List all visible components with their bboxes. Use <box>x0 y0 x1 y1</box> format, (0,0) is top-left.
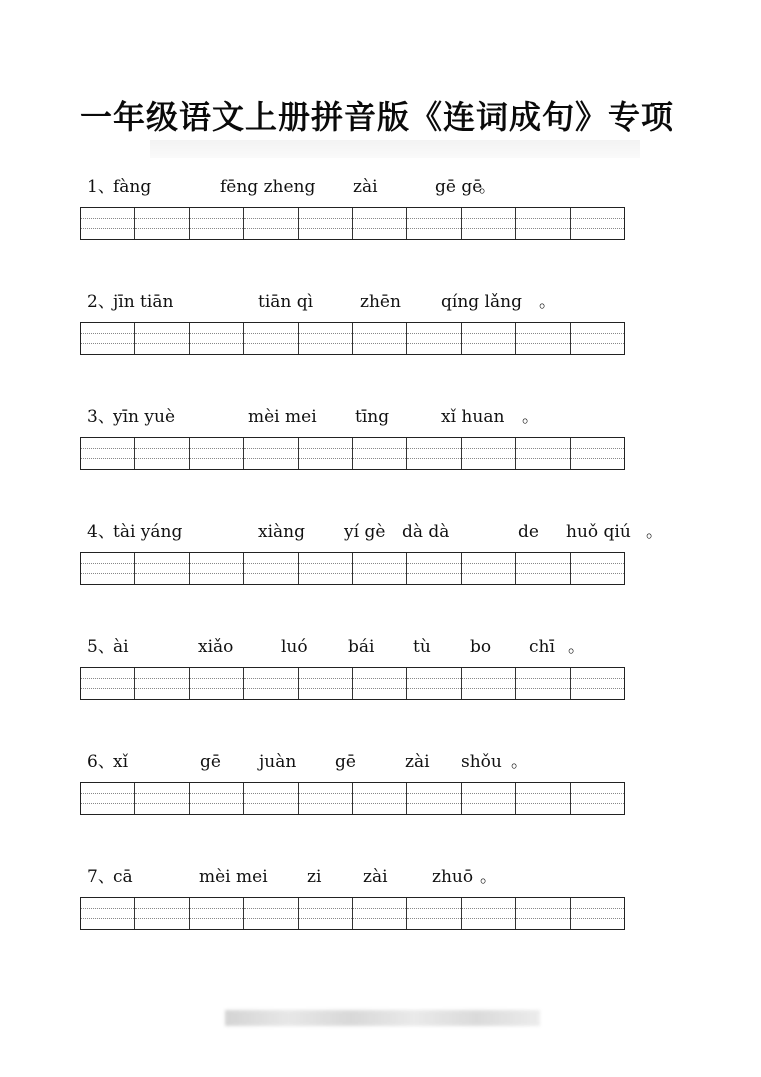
writing-cell[interactable] <box>407 898 461 929</box>
writing-cell[interactable] <box>81 898 135 929</box>
writing-cell[interactable] <box>462 208 516 239</box>
pinyin-word: de <box>518 522 539 542</box>
pinyin-word: qíng lǎng <box>441 292 522 312</box>
writing-cell[interactable] <box>244 668 298 699</box>
writing-cell[interactable] <box>81 208 135 239</box>
writing-cell[interactable] <box>407 668 461 699</box>
writing-cell[interactable] <box>516 783 570 814</box>
writing-cell[interactable] <box>571 553 624 584</box>
writing-cell[interactable] <box>462 323 516 354</box>
writing-cell[interactable] <box>353 323 407 354</box>
writing-cell[interactable] <box>571 323 624 354</box>
writing-cell[interactable] <box>571 208 624 239</box>
pinyin-word: zài <box>363 867 388 887</box>
pinyin-word: zài <box>405 752 430 772</box>
item-number: 3、 <box>87 407 115 427</box>
pinyin-word: tiān qì <box>258 292 314 312</box>
writing-cell[interactable] <box>190 438 244 469</box>
writing-cell[interactable] <box>462 438 516 469</box>
writing-cell[interactable] <box>299 668 353 699</box>
writing-cell[interactable] <box>81 323 135 354</box>
writing-grid <box>80 552 625 585</box>
writing-cell[interactable] <box>190 323 244 354</box>
writing-cell[interactable] <box>516 898 570 929</box>
writing-cell[interactable] <box>244 898 298 929</box>
writing-cell[interactable] <box>299 323 353 354</box>
pinyin-word: tài yáng <box>113 522 183 542</box>
writing-grid <box>80 782 625 815</box>
writing-cell[interactable] <box>407 783 461 814</box>
pinyin-word: tīng <box>355 407 390 427</box>
period-mark: 。 <box>539 292 556 312</box>
period-mark: 。 <box>480 867 497 887</box>
writing-cell[interactable] <box>353 668 407 699</box>
pinyin-word: bo <box>470 637 492 657</box>
item-number: 5、 <box>87 637 115 657</box>
title-underlay <box>150 140 640 158</box>
writing-cell[interactable] <box>190 668 244 699</box>
blurred-footer <box>225 1010 540 1026</box>
writing-cell[interactable] <box>244 553 298 584</box>
writing-cell[interactable] <box>516 323 570 354</box>
writing-cell[interactable] <box>571 898 624 929</box>
writing-cell[interactable] <box>190 898 244 929</box>
period-mark: 。 <box>646 522 663 542</box>
writing-cell[interactable] <box>81 668 135 699</box>
writing-cell[interactable] <box>190 553 244 584</box>
period-mark: 。 <box>568 637 585 657</box>
writing-cell[interactable] <box>571 668 624 699</box>
pinyin-word: cā <box>113 867 133 887</box>
pinyin-word: gē gē <box>435 177 483 197</box>
writing-cell[interactable] <box>353 553 407 584</box>
writing-cell[interactable] <box>135 323 189 354</box>
period-mark: 。 <box>522 407 539 427</box>
writing-cell[interactable] <box>299 783 353 814</box>
writing-cell[interactable] <box>353 898 407 929</box>
writing-cell[interactable] <box>135 898 189 929</box>
item-number: 2、 <box>87 292 115 312</box>
pinyin-word: zhēn <box>360 292 401 312</box>
period-mark: 。 <box>511 752 528 772</box>
pinyin-word: shǒu <box>461 752 502 772</box>
pinyin-word: fàng <box>113 177 152 197</box>
writing-cell[interactable] <box>299 208 353 239</box>
writing-cell[interactable] <box>135 668 189 699</box>
pinyin-word: xǐ huan <box>441 407 505 427</box>
writing-cell[interactable] <box>244 208 298 239</box>
pinyin-word: huǒ qiú <box>566 522 631 542</box>
writing-cell[interactable] <box>135 208 189 239</box>
writing-cell[interactable] <box>462 668 516 699</box>
pinyin-word: zi <box>307 867 322 887</box>
writing-cell[interactable] <box>81 783 135 814</box>
pinyin-word: chī <box>529 637 555 657</box>
writing-cell[interactable] <box>244 438 298 469</box>
writing-cell[interactable] <box>81 438 135 469</box>
writing-cell[interactable] <box>299 553 353 584</box>
writing-cell[interactable] <box>353 208 407 239</box>
pinyin-word: tù <box>413 637 431 657</box>
page-title: 一年级语文上册拼音版《连词成句》专项 <box>80 98 675 136</box>
pinyin-word: gē <box>335 752 356 772</box>
pinyin-word: yí gè <box>344 522 386 542</box>
writing-cell[interactable] <box>190 208 244 239</box>
writing-cell[interactable] <box>81 553 135 584</box>
writing-grid <box>80 207 625 240</box>
writing-cell[interactable] <box>462 783 516 814</box>
writing-cell[interactable] <box>135 553 189 584</box>
writing-cell[interactable] <box>407 553 461 584</box>
writing-grid <box>80 667 625 700</box>
writing-grid <box>80 437 625 470</box>
writing-cell[interactable] <box>462 898 516 929</box>
pinyin-word: zài <box>353 177 378 197</box>
writing-cell[interactable] <box>353 438 407 469</box>
item-number: 4、 <box>87 522 115 542</box>
pinyin-word: fēng zheng <box>220 177 316 197</box>
writing-cell[interactable] <box>462 553 516 584</box>
pinyin-word: xǐ <box>113 752 129 772</box>
pinyin-word: ài <box>113 637 129 657</box>
pinyin-word: yīn yuè <box>113 407 176 427</box>
writing-cell[interactable] <box>571 783 624 814</box>
writing-cell[interactable] <box>516 208 570 239</box>
writing-cell[interactable] <box>135 783 189 814</box>
writing-cell[interactable] <box>407 208 461 239</box>
writing-cell[interactable] <box>190 783 244 814</box>
item-number: 1、 <box>87 177 115 197</box>
writing-grid <box>80 897 625 930</box>
pinyin-word: bái <box>348 637 375 657</box>
writing-cell[interactable] <box>407 438 461 469</box>
pinyin-word: dà dà <box>402 522 450 542</box>
pinyin-word: mèi mei <box>248 407 317 427</box>
writing-cell[interactable] <box>516 438 570 469</box>
pinyin-word: mèi mei <box>199 867 268 887</box>
writing-cell[interactable] <box>353 783 407 814</box>
writing-cell[interactable] <box>299 438 353 469</box>
item-number: 6、 <box>87 752 115 772</box>
pinyin-word: xiǎo <box>198 637 234 657</box>
pinyin-word: jīn tiān <box>113 292 174 312</box>
pinyin-word: xiàng <box>258 522 305 542</box>
writing-cell[interactable] <box>244 323 298 354</box>
pinyin-word: zhuō <box>432 867 474 887</box>
writing-grid <box>80 322 625 355</box>
writing-cell[interactable] <box>516 668 570 699</box>
writing-cell[interactable] <box>244 783 298 814</box>
item-number: 7、 <box>87 867 115 887</box>
writing-cell[interactable] <box>135 438 189 469</box>
pinyin-word: luó <box>281 637 308 657</box>
writing-cell[interactable] <box>407 323 461 354</box>
writing-cell[interactable] <box>516 553 570 584</box>
writing-cell[interactable] <box>299 898 353 929</box>
pinyin-word: juàn <box>259 752 297 772</box>
pinyin-word: gē <box>200 752 221 772</box>
writing-cell[interactable] <box>571 438 624 469</box>
period-mark: 。 <box>479 177 496 197</box>
